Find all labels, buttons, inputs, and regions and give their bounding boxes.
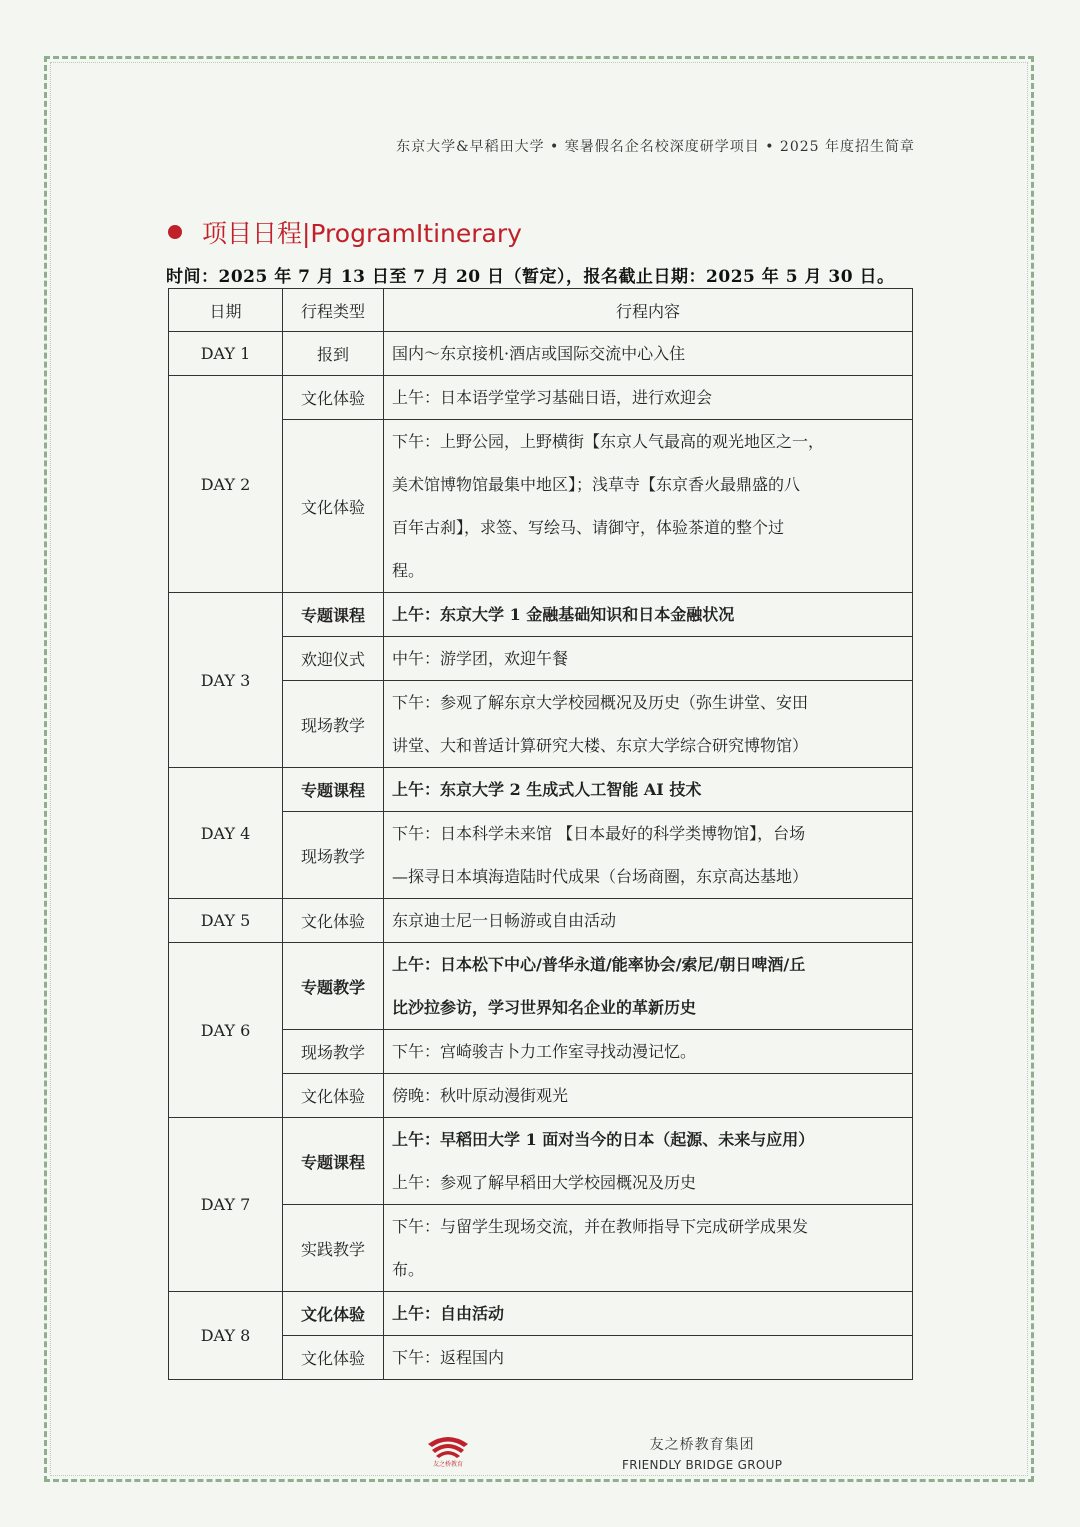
svg-text:友之桥教育: 友之桥教育: [432, 1461, 464, 1468]
footer-org-cn: 友之桥教育集团: [649, 1437, 755, 1453]
section-title-text: 项目日程|ProgramItinerary: [202, 219, 522, 248]
day-cell: DAY 7: [169, 1118, 283, 1292]
content-line: 百年古刹】，求签、写绘马、请御守，体验茶道的整个过: [392, 518, 785, 537]
content-line: 傍晚：秋叶原动漫街观光: [392, 1086, 569, 1105]
type-cell: 现场教学: [283, 1030, 384, 1074]
day-cell: DAY 2: [169, 376, 283, 593]
content-line: —探寻日本填海造陆时代成果（台场商圈，东京高达基地）: [392, 867, 809, 886]
content-cell: [384, 637, 913, 681]
content-line: 上午：日本语学堂学习基础日语，进行欢迎会: [392, 388, 713, 407]
bullet-icon: [168, 225, 182, 239]
table-row: [169, 899, 913, 943]
type-cell: 文化体验: [283, 420, 384, 593]
content-line: 下午：参观了解东京大学校园概况及历史（弥生讲堂、安田: [392, 693, 809, 712]
day-cell: DAY 6: [169, 943, 283, 1118]
content-cell: [384, 812, 913, 899]
footer-org: [622, 1434, 782, 1472]
type-cell: 现场教学: [283, 812, 384, 899]
type-cell: 文化体验: [283, 1292, 384, 1336]
content-line: 程。: [392, 561, 425, 580]
section-title: [168, 214, 522, 250]
content-cell: [384, 1292, 913, 1336]
content-line: 上午：自由活动: [392, 1304, 505, 1323]
content-cell: [384, 420, 913, 593]
table-row: [169, 768, 913, 812]
day-cell: DAY 3: [169, 593, 283, 768]
footer-org-en: FRIENDLY BRIDGE GROUP: [622, 1458, 783, 1472]
content-line: 国内～东京接机·酒店或国际交流中心入住: [392, 344, 686, 363]
content-cell: [384, 332, 913, 376]
type-cell: 文化体验: [283, 376, 384, 420]
content-line: 中午：游学团，欢迎午餐: [392, 649, 569, 668]
content-cell: [384, 1336, 913, 1380]
type-cell: 专题课程: [283, 768, 384, 812]
content-line: 下午：日本科学未来馆 【日本最好的科学类博物馆】，台场: [392, 824, 806, 843]
content-cell: [384, 899, 913, 943]
type-cell: 现场教学: [283, 681, 384, 768]
content-line: 东京迪士尼一日畅游或自由活动: [392, 911, 617, 930]
content-line: 下午：宫崎骏吉卜力工作室寻找动漫记忆。: [392, 1042, 697, 1061]
content-line: 美术馆博物馆最集中地区】；浅草寺【东京香火最鼎盛的八: [392, 475, 801, 494]
day-cell: DAY 8: [169, 1292, 283, 1380]
friendly-bridge-logo-icon: [426, 1430, 470, 1468]
table-row: [169, 1292, 913, 1336]
content-cell: [384, 376, 913, 420]
page-header: 东京大学&早稻田大学 • 寒暑假名企名校深度研学项目 • 2025 年度招生简章: [396, 139, 915, 155]
content-line: 布。: [392, 1260, 425, 1279]
content-line: 上午：日本松下中心/普华永道/能率协会/索尼/朝日啤酒/丘: [392, 955, 806, 974]
content-line: 上午：参观了解早稻田大学校园概况及历史: [392, 1173, 697, 1192]
content-cell: [384, 1030, 913, 1074]
table-row: [169, 376, 913, 420]
type-cell: 文化体验: [283, 1074, 384, 1118]
content-line: 上午：东京大学 1 金融基础知识和日本金融状况: [392, 605, 735, 624]
day-cell: DAY 4: [169, 768, 283, 899]
type-cell: 文化体验: [283, 899, 384, 943]
content-cell: [384, 1205, 913, 1292]
type-cell: 专题课程: [283, 1118, 384, 1205]
header-content: 行程内容: [384, 289, 913, 332]
table-row: [169, 332, 913, 376]
content-cell: [384, 681, 913, 768]
content-line: 讲堂、大和普适计算研究大楼、东京大学综合研究博物馆）: [392, 736, 809, 755]
content-cell: [384, 768, 913, 812]
content-cell: [384, 943, 913, 1030]
content-line: 下午：返程国内: [392, 1348, 505, 1367]
table-row: [169, 593, 913, 637]
content-cell: [384, 1118, 913, 1205]
content-line: 上午：东京大学 2 生成式人工智能 AI 技术: [392, 780, 702, 799]
content-line: 比沙拉参访，学习世界知名企业的革新历史: [392, 998, 697, 1017]
content-cell: [384, 593, 913, 637]
type-cell: 报到: [283, 332, 384, 376]
itinerary-table: [168, 288, 913, 1380]
table-row: [169, 1118, 913, 1205]
table-row: [169, 943, 913, 1030]
type-cell: 文化体验: [283, 1336, 384, 1380]
header-date: 日期: [169, 289, 283, 332]
content-line: 下午：上野公园，上野横街【东京人气最高的观光地区之一，: [392, 432, 825, 451]
day-cell: DAY 1: [169, 332, 283, 376]
type-cell: 实践教学: [283, 1205, 384, 1292]
type-cell: 专题课程: [283, 593, 384, 637]
itinerary-body: [169, 332, 913, 1380]
day-cell: DAY 5: [169, 899, 283, 943]
content-line: 上午：早稻田大学 1 面对当今的日本（起源、未来与应用）: [392, 1130, 815, 1149]
content-cell: [384, 1074, 913, 1118]
type-cell: 专题教学: [283, 943, 384, 1030]
header-type: 行程类型: [283, 289, 384, 332]
content-line: 下午：与留学生现场交流，并在教师指导下完成研学成果发: [392, 1217, 809, 1236]
schedule-time-line: 时间：2025 年 7 月 13 日至 7 月 20 日（暂定），报名截止日期：2025 年 5 月 30 日。: [166, 267, 895, 287]
table-header-row: [169, 289, 913, 332]
type-cell: 欢迎仪式: [283, 637, 384, 681]
